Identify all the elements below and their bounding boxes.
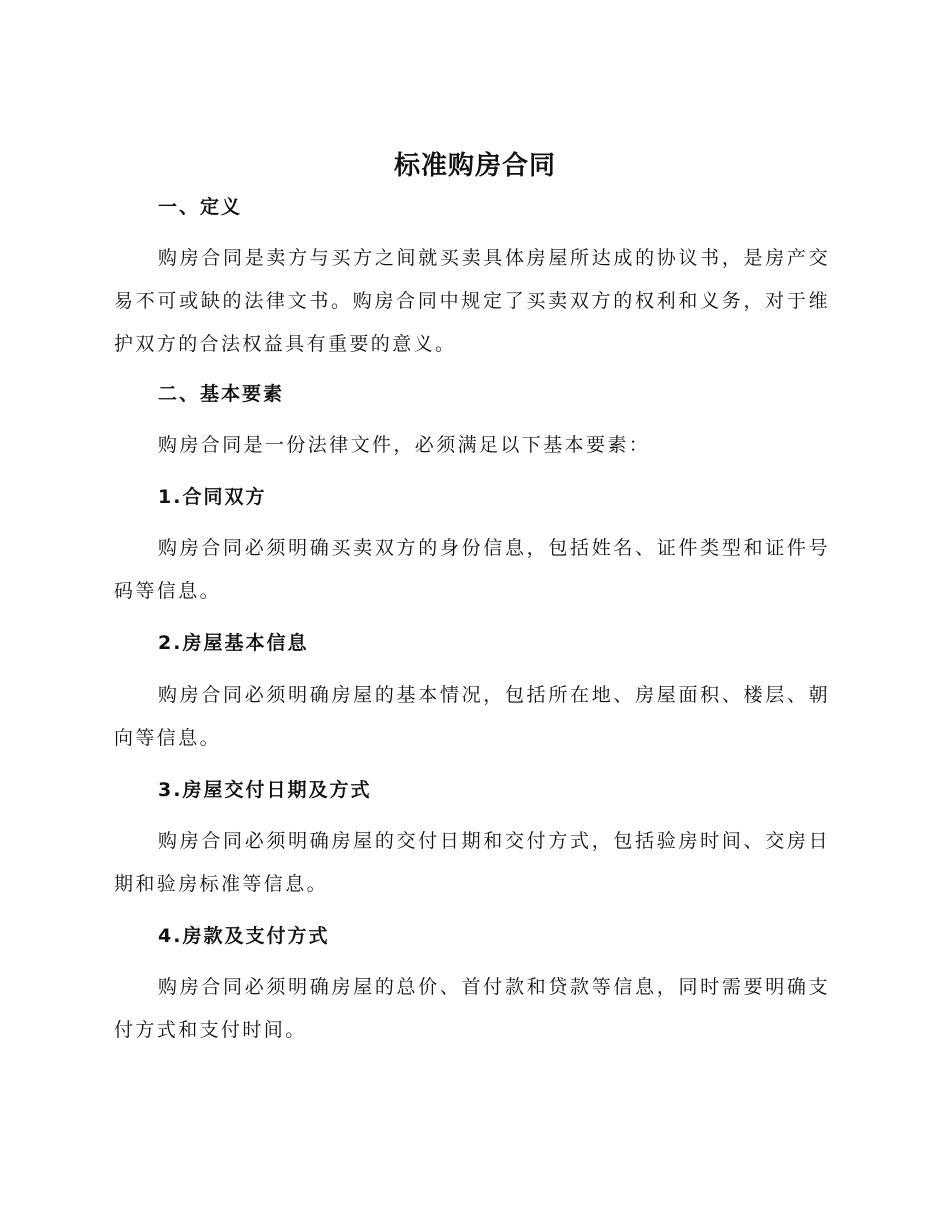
item-heading-delivery: 3.房屋交付日期及方式 — [158, 779, 372, 801]
paragraph-payment: 购房合同必须明确房屋的总价、首付款和贷款等信息，同时需要明确支付方式和支付时间。 — [114, 976, 830, 1041]
item-heading-payment: 4.房款及支付方式 — [158, 925, 330, 947]
paragraph-definition: 购房合同是卖方与买方之间就买卖具体房屋所达成的协议书，是房产交易不可或缺的法律文书。购房合同中规定了买卖双方的权利和义务，对于维护双方的合法权益具有重要的意义。 — [114, 247, 830, 355]
section-heading-basic-elements: 二、基本要素 — [158, 383, 285, 405]
paragraph-delivery: 购房合同必须明确房屋的交付日期和交付方式，包括验房时间、交房日期和验房标准等信息。 — [114, 830, 830, 895]
document-title: 标准购房合同 — [393, 151, 556, 181]
paragraph-basic-elements-intro: 购房合同是一份法律文件，必须满足以下基本要素： — [158, 434, 651, 456]
paragraph-house-info: 购房合同必须明确房屋的基本情况，包括所在地、房屋面积、楼层、朝向等信息。 — [114, 684, 830, 749]
paragraph-contract-parties: 购房合同必须明确买卖双方的身份信息，包括姓名、证件类型和证件号码等信息。 — [114, 537, 830, 602]
item-heading-contract-parties: 1.合同双方 — [158, 486, 267, 508]
item-heading-house-info: 2.房屋基本信息 — [158, 632, 309, 654]
section-heading-definition: 一、定义 — [158, 196, 243, 218]
